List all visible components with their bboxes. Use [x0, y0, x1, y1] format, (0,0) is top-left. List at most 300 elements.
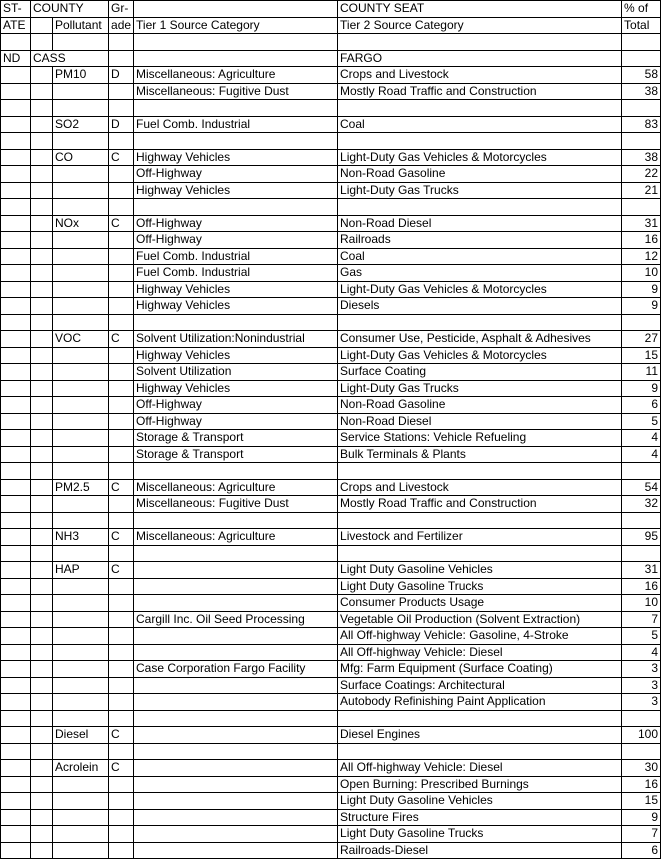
table-row — [1, 677, 661, 694]
grade-cell — [109, 265, 134, 282]
state-cell — [1, 116, 31, 133]
tier1-cell — [134, 793, 338, 810]
grade-cell: C — [109, 215, 134, 232]
county-cell — [31, 248, 53, 265]
tier1-cell — [134, 199, 338, 216]
county-cell — [31, 578, 53, 595]
grade-cell — [109, 545, 134, 562]
county-cell — [31, 595, 53, 612]
table-row — [1, 100, 661, 117]
grade-cell — [109, 628, 134, 645]
percent-cell: 7 — [622, 826, 661, 843]
grade-cell — [109, 826, 134, 843]
county-cell — [31, 611, 53, 628]
pollutant-cell: SO2 — [53, 116, 109, 133]
pollutant-cell — [53, 133, 109, 150]
percent-cell: 6 — [622, 397, 661, 414]
pollutant-cell — [53, 364, 109, 381]
county-cell — [31, 479, 53, 496]
county-cell — [31, 232, 53, 249]
tier2-cell: Gas — [338, 265, 622, 282]
state-cell — [1, 298, 31, 315]
table-row — [1, 611, 661, 628]
grade-cell — [109, 842, 134, 859]
header-grade-bottom: ade — [109, 17, 134, 34]
percent-cell — [622, 463, 661, 480]
county-cell — [31, 314, 53, 331]
grade-cell: C — [109, 562, 134, 579]
percent-cell — [622, 34, 661, 51]
tier1-cell — [134, 727, 338, 744]
grade-cell — [109, 776, 134, 793]
state-cell — [1, 628, 31, 645]
header-grade-top: Gr- — [109, 1, 134, 18]
state-cell — [1, 364, 31, 381]
grade-cell: C — [109, 331, 134, 348]
grade-cell: D — [109, 67, 134, 84]
county-cell — [31, 446, 53, 463]
table-row — [1, 199, 661, 216]
table-row — [1, 644, 661, 661]
tier2-cell — [338, 100, 622, 117]
pollutant-cell — [53, 446, 109, 463]
county-cell — [31, 199, 53, 216]
percent-cell: 3 — [622, 677, 661, 694]
county-cell — [31, 496, 53, 513]
tier1-cell: Solvent Utilization — [134, 364, 338, 381]
grade-cell — [109, 809, 134, 826]
pollutant-cell — [53, 776, 109, 793]
header-county-top: COUNTY — [31, 1, 109, 18]
table-row — [1, 776, 661, 793]
table-row — [1, 529, 661, 546]
pollutant-cell: PM2.5 — [53, 479, 109, 496]
pollutant-cell: VOC — [53, 331, 109, 348]
county-cell — [31, 34, 53, 51]
tier2-cell: Structure Fires — [338, 809, 622, 826]
tier1-cell — [134, 463, 338, 480]
pollutant-cell — [53, 842, 109, 859]
table-row — [1, 182, 661, 199]
grade-cell — [109, 248, 134, 265]
grade-cell — [109, 100, 134, 117]
county-cell — [31, 347, 53, 364]
tier2-cell: All Off-highway Vehicle: Gasoline, 4-Stroke — [338, 628, 622, 645]
pollutant-cell — [53, 512, 109, 529]
county-cell — [31, 529, 53, 546]
percent-cell: 9 — [622, 281, 661, 298]
percent-cell: 6 — [622, 842, 661, 859]
table-row — [1, 463, 661, 480]
table-row — [1, 380, 661, 397]
pollutant-cell — [53, 380, 109, 397]
tier1-cell: Highway Vehicles — [134, 182, 338, 199]
county-cell — [31, 512, 53, 529]
table-row — [1, 694, 661, 711]
grade-cell — [109, 298, 134, 315]
county-cell — [31, 215, 53, 232]
state-cell — [1, 809, 31, 826]
tier1-cell: Off-Highway — [134, 215, 338, 232]
tier1-cell: Case Corporation Fargo Facility — [134, 661, 338, 678]
county-cell — [31, 116, 53, 133]
tier2-cell: Railroads — [338, 232, 622, 249]
percent-cell: 38 — [622, 149, 661, 166]
grade-cell — [109, 364, 134, 381]
grade-cell — [109, 430, 134, 447]
tier2-cell: Light Duty Gasoline Vehicles — [338, 562, 622, 579]
county-cell — [31, 331, 53, 348]
pollutant-cell — [53, 644, 109, 661]
tier2-cell — [338, 314, 622, 331]
pollutant-cell — [53, 232, 109, 249]
pollutant-cell — [53, 248, 109, 265]
table-row — [1, 364, 661, 381]
header-percent-top: % of — [622, 1, 661, 18]
percent-cell — [622, 199, 661, 216]
table-row — [1, 149, 661, 166]
tier2-cell: Coal — [338, 248, 622, 265]
tier2-cell: Diesels — [338, 298, 622, 315]
county-cell — [31, 710, 53, 727]
grade-cell — [109, 578, 134, 595]
county-cell — [31, 562, 53, 579]
county-cell — [31, 694, 53, 711]
tier1-cell — [134, 512, 338, 529]
grade-cell — [109, 199, 134, 216]
grade-cell — [109, 397, 134, 414]
table-row — [1, 265, 661, 282]
grade-cell — [109, 512, 134, 529]
table-row — [1, 661, 661, 678]
tier2-cell: Non-Road Gasoline — [338, 397, 622, 414]
percent-cell — [622, 100, 661, 117]
county-cell — [31, 380, 53, 397]
state-cell — [1, 578, 31, 595]
grade-cell — [109, 314, 134, 331]
percent-cell: 54 — [622, 479, 661, 496]
percent-cell: 9 — [622, 380, 661, 397]
county-cell — [31, 430, 53, 447]
county-cell — [31, 83, 53, 100]
grade-cell — [109, 743, 134, 760]
tier1-cell: Off-Highway — [134, 232, 338, 249]
table-row — [1, 397, 661, 414]
table-row — [1, 215, 661, 232]
table-row — [1, 413, 661, 430]
county-cell — [31, 628, 53, 645]
grade-cell: C — [109, 760, 134, 777]
pollutant-cell — [53, 710, 109, 727]
state-cell — [1, 496, 31, 513]
tier2-cell: Crops and Livestock — [338, 479, 622, 496]
tier2-cell: Mfg: Farm Equipment (Surface Coating) — [338, 661, 622, 678]
header-pollutant: Pollutant — [53, 17, 109, 34]
state-cell — [1, 281, 31, 298]
grade-cell — [109, 710, 134, 727]
pollutant-cell — [53, 166, 109, 183]
state-cell — [1, 182, 31, 199]
percent-cell — [622, 710, 661, 727]
table-row — [1, 133, 661, 150]
tier2-cell — [338, 199, 622, 216]
pollutant-cell: NH3 — [53, 529, 109, 546]
tier1-cell — [134, 133, 338, 150]
pollutant-cell — [53, 314, 109, 331]
state-cell — [1, 529, 31, 546]
county-cell — [31, 842, 53, 859]
state-cell — [1, 149, 31, 166]
pollutant-cell — [53, 100, 109, 117]
percent-cell: 21 — [622, 182, 661, 199]
grade-cell: C — [109, 479, 134, 496]
tier1-cell: Off-Highway — [134, 397, 338, 414]
grade-cell — [109, 595, 134, 612]
tier1-cell: Miscellaneous: Fugitive Dust — [134, 83, 338, 100]
tier1-cell — [134, 595, 338, 612]
state-cell: ND — [1, 50, 31, 67]
table-row — [1, 578, 661, 595]
tier2-cell — [338, 512, 622, 529]
grade-cell — [109, 34, 134, 51]
percent-cell: 15 — [622, 793, 661, 810]
percent-cell: 31 — [622, 215, 661, 232]
grade-cell: C — [109, 727, 134, 744]
tier1-cell: Highway Vehicles — [134, 347, 338, 364]
state-cell — [1, 661, 31, 678]
percent-cell: 4 — [622, 446, 661, 463]
tier2-cell: Light-Duty Gas Trucks — [338, 182, 622, 199]
tier2-cell: All Off-highway Vehicle: Diesel — [338, 644, 622, 661]
tier1-cell — [134, 677, 338, 694]
pollutant-cell — [53, 743, 109, 760]
percent-cell: 3 — [622, 694, 661, 711]
county-cell — [31, 413, 53, 430]
pollutant-cell — [53, 793, 109, 810]
tier2-cell: Non-Road Diesel — [338, 215, 622, 232]
tier1-cell: Miscellaneous: Agriculture — [134, 479, 338, 496]
table-row — [1, 67, 661, 84]
pollutant-cell — [53, 347, 109, 364]
county-cell — [31, 760, 53, 777]
tier1-cell: Miscellaneous: Agriculture — [134, 67, 338, 84]
tier2-cell: Light Duty Gasoline Vehicles — [338, 793, 622, 810]
state-cell — [1, 331, 31, 348]
county-cell — [31, 463, 53, 480]
percent-cell: 100 — [622, 727, 661, 744]
header-state-top: ST- — [1, 1, 31, 18]
county-cell — [31, 793, 53, 810]
county-cell — [31, 182, 53, 199]
state-cell — [1, 760, 31, 777]
percent-cell: 30 — [622, 760, 661, 777]
state-cell — [1, 793, 31, 810]
tier2-cell: FARGO — [338, 50, 622, 67]
table-row — [1, 83, 661, 100]
county-cell — [31, 133, 53, 150]
grade-cell — [109, 133, 134, 150]
state-cell — [1, 100, 31, 117]
percent-cell: 4 — [622, 430, 661, 447]
state-cell — [1, 265, 31, 282]
tier1-cell: Highway Vehicles — [134, 281, 338, 298]
tier1-cell — [134, 50, 338, 67]
state-cell — [1, 776, 31, 793]
state-cell — [1, 512, 31, 529]
percent-cell: 16 — [622, 232, 661, 249]
tier1-cell — [134, 578, 338, 595]
grade-cell — [109, 413, 134, 430]
header-percent-bottom: Total — [622, 17, 661, 34]
percent-cell — [622, 314, 661, 331]
percent-cell: 16 — [622, 776, 661, 793]
tier1-cell: Fuel Comb. Industrial — [134, 265, 338, 282]
county-cell — [31, 265, 53, 282]
grade-cell — [109, 446, 134, 463]
pollutant-cell: Diesel — [53, 727, 109, 744]
table-body — [1, 1, 661, 859]
state-cell — [1, 248, 31, 265]
state-cell — [1, 314, 31, 331]
county-cell — [31, 661, 53, 678]
table-row — [1, 809, 661, 826]
table-row — [1, 166, 661, 183]
table-row — [1, 281, 661, 298]
table-row — [1, 248, 661, 265]
pollutant-cell: HAP — [53, 562, 109, 579]
tier2-cell: Autobody Refinishing Paint Application — [338, 694, 622, 711]
county-cell — [31, 281, 53, 298]
tier2-cell: Mostly Road Traffic and Construction — [338, 83, 622, 100]
header-tier1: Tier 1 Source Category — [134, 17, 338, 34]
tier1-cell: Highway Vehicles — [134, 149, 338, 166]
table-row — [1, 628, 661, 645]
tier2-cell: Railroads-Diesel — [338, 842, 622, 859]
table-row — [1, 50, 661, 67]
table-row — [1, 760, 661, 777]
grade-cell — [109, 661, 134, 678]
table-row — [1, 34, 661, 51]
state-cell — [1, 133, 31, 150]
county-cell: CASS — [31, 50, 109, 67]
tier2-cell: Bulk Terminals & Plants — [338, 446, 622, 463]
tier2-cell: Surface Coating — [338, 364, 622, 381]
county-cell — [31, 149, 53, 166]
table-row — [1, 842, 661, 859]
grade-cell — [109, 496, 134, 513]
percent-cell: 11 — [622, 364, 661, 381]
tier1-cell: Solvent Utilization:Nonindustrial — [134, 331, 338, 348]
percent-cell: 22 — [622, 166, 661, 183]
tier2-cell: Non-Road Diesel — [338, 413, 622, 430]
grade-cell: D — [109, 116, 134, 133]
header-tier2: Tier 2 Source Category — [338, 17, 622, 34]
tier2-cell — [338, 743, 622, 760]
pollutant-cell — [53, 430, 109, 447]
tier2-cell: Open Burning: Prescribed Burnings — [338, 776, 622, 793]
tier2-cell: Light-Duty Gas Vehicles & Motorcycles — [338, 281, 622, 298]
percent-cell: 7 — [622, 611, 661, 628]
tier2-cell: Mostly Road Traffic and Construction — [338, 496, 622, 513]
pollutant-cell — [53, 397, 109, 414]
tier2-cell: Crops and Livestock — [338, 67, 622, 84]
table-row — [1, 331, 661, 348]
table-row — [1, 793, 661, 810]
state-cell — [1, 595, 31, 612]
pollutant-cell — [53, 199, 109, 216]
pollutant-cell — [53, 545, 109, 562]
grade-cell — [109, 380, 134, 397]
pollutant-cell — [53, 265, 109, 282]
tier2-cell: Consumer Use, Pesticide, Asphalt & Adhesives — [338, 331, 622, 348]
percent-cell: 5 — [622, 628, 661, 645]
tier1-cell — [134, 562, 338, 579]
table-row — [1, 116, 661, 133]
tier1-cell: Storage & Transport — [134, 430, 338, 447]
state-cell — [1, 413, 31, 430]
grade-cell — [109, 463, 134, 480]
state-cell — [1, 677, 31, 694]
state-cell — [1, 34, 31, 51]
percent-cell: 83 — [622, 116, 661, 133]
percent-cell: 5 — [622, 413, 661, 430]
table-row — [1, 743, 661, 760]
state-cell — [1, 83, 31, 100]
state-cell — [1, 166, 31, 183]
state-cell — [1, 826, 31, 843]
header-row-2 — [1, 17, 661, 34]
state-cell — [1, 463, 31, 480]
table-row — [1, 496, 661, 513]
table-row — [1, 430, 661, 447]
tier1-cell — [134, 34, 338, 51]
tier2-cell: Service Stations: Vehicle Refueling — [338, 430, 622, 447]
tier2-cell: Coal — [338, 116, 622, 133]
tier1-cell — [134, 776, 338, 793]
state-cell — [1, 199, 31, 216]
pollutant-cell: PM10 — [53, 67, 109, 84]
percent-cell: 10 — [622, 265, 661, 282]
header-state-bottom: ATE — [1, 17, 31, 34]
tier1-cell — [134, 809, 338, 826]
state-cell — [1, 430, 31, 447]
percent-cell: 15 — [622, 347, 661, 364]
tier1-cell — [134, 694, 338, 711]
grade-cell — [109, 182, 134, 199]
percent-cell — [622, 50, 661, 67]
table-row — [1, 727, 661, 744]
pollutant-cell — [53, 628, 109, 645]
grade-cell — [109, 677, 134, 694]
percent-cell: 4 — [622, 644, 661, 661]
tier1-cell — [134, 826, 338, 843]
state-cell — [1, 842, 31, 859]
table-row — [1, 314, 661, 331]
state-cell — [1, 611, 31, 628]
percent-cell — [622, 743, 661, 760]
tier2-cell: Light-Duty Gas Trucks — [338, 380, 622, 397]
grade-cell — [109, 793, 134, 810]
grade-cell: C — [109, 149, 134, 166]
header-tier1-top — [134, 1, 338, 18]
table-row — [1, 545, 661, 562]
tier2-cell — [338, 545, 622, 562]
table-row — [1, 298, 661, 315]
grade-cell — [109, 644, 134, 661]
county-cell — [31, 809, 53, 826]
pollutant-cell — [53, 578, 109, 595]
state-cell — [1, 397, 31, 414]
